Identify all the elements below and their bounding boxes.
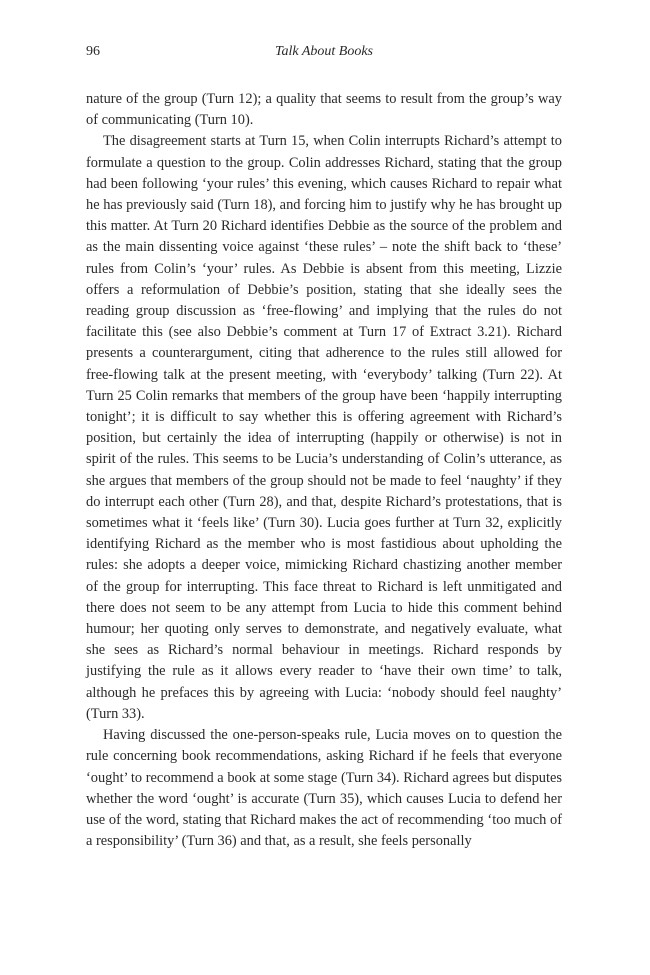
body-text — [86, 89, 562, 852]
page-number: 96 — [86, 44, 100, 59]
paragraph-disagreement: The disagreement starts at Turn 15, when Colin interrupts Richard’s attempt to formulate a question to the group. Colin addresses Richard, stating that the group had been following ‘your rules’ this evening, which causes Richard to repair what he has previously said (Turn 18), and forcing him to justify why he has brought up this matter. At Turn 20 Richard identifies Debbie as the source of the problem and as the main dissenting voice against ‘these rules’ – note the shift back to ‘these’ rules from Colin’s ‘your’ rules. As Debbie is absent from this meeting, Lizzie offers a reformulation of Debbie’s position, stating that she ideally sees the reading group discussion as ‘free-flowing’ and implying that the rules do not facilitate this (see also Debbie’s comment at Turn 17 of Extract 3.21). Richard presents a counterargument, citing that adherence to the rules still allowed for free-flowing talk at the present meeting, with ‘everybody’ talking (Turn 22). At Turn 25 Colin remarks that members of the group have been ‘happily interrupting tonight’; it is difficult to say whether this is offering agreement with Richard’s position, but certainly the idea of interrupting (happily or otherwise) is not in spirit of the rules. This seems to be Lucia’s understanding of Colin’s utterance, as she argues that members of the group should not be made to feel ‘naughty’ if they do interrupt each other (Turn 28), and that, despite Richard’s protestations, that is sometimes what it ‘feels like’ (Turn 30). Lucia goes further at Turn 32, explicitly identifying Richard as the member who is most fastidious about upholding the rules: she adopts a deeper voice, mimicking Richard chastizing another member of the group for interrupting. This face threat to Richard is left unmitigated and there does not seem to be any attempt from Lucia to hide this comment behind humour; her quoting only serves to demonstrate, and negatively evaluate, what she sees as Richard’s normal behaviour in meetings. Richard responds by justifying the rule as it allows every reader to ‘have their own time’ to talk, although he prefaces this by agreeing with Lucia: ‘nobody should feel naughty’ (Turn 33). — [86, 133, 562, 722]
paragraph-recommendations: Having discussed the one-person-speaks rule, Lucia moves on to question the rule concerning book recommendations, asking Richard if he feels that everyone ‘ought’ to recommend a book at some stage (Turn 34). Richard agrees but disputes whether the word ‘ought’ is accurate (Turn 35), which causes Lucia to defend her use of the word, stating that Richard makes the act of recommending ‘too much of a responsibility’ (Turn 36) and that, as a result, she feels personally — [86, 727, 562, 850]
running-head — [86, 44, 562, 64]
paragraph-continued: nature of the group (Turn 12); a quality that seems to result from the group’s way of communicating (Turn 10). — [86, 91, 562, 129]
running-title: Talk About Books — [274, 44, 373, 59]
